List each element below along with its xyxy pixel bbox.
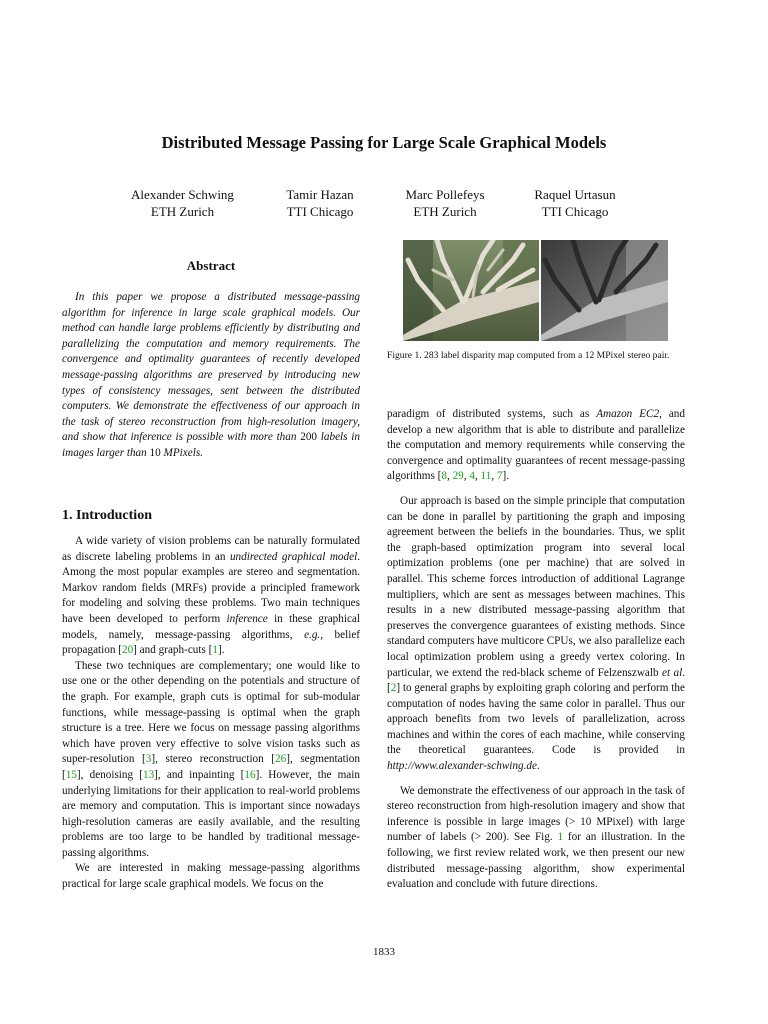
citation-link[interactable]: 3 bbox=[145, 753, 152, 766]
author-3 bbox=[390, 186, 500, 220]
disparity-map-image bbox=[541, 240, 668, 341]
intro-column bbox=[62, 534, 360, 893]
author-affiliation: TTI Chicago bbox=[541, 204, 609, 219]
url-link[interactable]: http://www.alexander-schwing.de bbox=[387, 760, 537, 773]
author-1 bbox=[120, 186, 245, 220]
citation-link[interactable]: 20 bbox=[121, 644, 134, 657]
citation-link[interactable]: 11 bbox=[480, 470, 492, 483]
author-affiliation: ETH Zurich bbox=[150, 204, 215, 219]
author-4 bbox=[520, 186, 630, 220]
author-affiliation: TTI Chicago bbox=[286, 204, 354, 219]
figure-1 bbox=[403, 240, 668, 341]
author-name: Raquel Urtasun bbox=[534, 187, 616, 202]
paragraph: Our approach is based on the simple principle that computation can be done in parallel by partitioning the graph and imposing agreement between the beliefs in the boundaries. Thus, we split the graph-based optimization program into several local optimization problems (one per machine) that are solved in parallel. This scheme forces introduction of additional Lagrange multipliers, which are sent as messages between machines. This results in a new distributed message-passing algorithm that preserves the convergence guarantees of existing methods. Since standard computers have multicore CPUs, we also parallelize each local optimization problem using a greedy vertex coloring. In particular, we extend the red-black scheme of Felzenszwalb et al. [2] to general graphs by exploiting graph coloring and perform the computation of nodes having the same color in parallel. Thus our approach benefits from two levels of parallelization, across machines and within the cores of each machine, while conserving the theoretical guarantees. Code is provided in http://www.alexander-schwing.de. bbox=[387, 494, 685, 773]
citation-link[interactable]: 2 bbox=[390, 682, 397, 695]
citation-link[interactable]: 7 bbox=[496, 470, 503, 483]
citation-link[interactable]: 8 bbox=[441, 470, 447, 483]
paper-title: Distributed Message Passing for Large Scale Graphical Models bbox=[161, 133, 607, 152]
page-number: 1833 bbox=[373, 946, 395, 958]
author-name: Alexander Schwing bbox=[131, 187, 234, 202]
citation-link[interactable]: 13 bbox=[142, 768, 155, 781]
paragraph: paradigm of distributed systems, such as Amazon EC2, and develop a new algorithm that is able to distribute and parallelize the computation and memory requirements while conserving the convergence and optimality guarantees of recent message-passing algorithms [8, 29, 4, 11, 7]. bbox=[387, 408, 685, 483]
citation-link[interactable]: 15 bbox=[65, 768, 77, 781]
abstract-heading: Abstract bbox=[186, 258, 236, 273]
paragraph: We demonstrate the effectiveness of our approach in the task of stereo reconstruction from high-resolution imagery and show that inference is possible in large images (> 10 MPixel) with large number of labels (> 200). See Fig. 1 for an illustration. In the following, we first review related work, we then present our new distributed message-passing algorithm, show experimental evaluation and conclude with future directions. bbox=[387, 784, 685, 891]
paragraph: We are interested in making message-passing algorithms practical for large scale graphical models. We focus on the bbox=[62, 862, 360, 891]
stereo-photo-image bbox=[403, 240, 539, 341]
paragraph: These two techniques are complementary; one would like to use one or the other depending on the potentials and structure of the graph. For example, graph cuts is optimal for sub-modular functions, while message-passing is optimal when the graph structure is a tree. Here we focus on message passing algorithms which have proven very effective to solve vision tasks such as super-resolution [3], stereo reconstruction [26], segmentation [15], denoising [13], and inpainting [16]. However, the main underlying limitations for their application to real-world problems are memory and computation. This is important since nowadays high-resolution cameras are easily available, and the resulting problems are too large to be handled by traditional message-passing algorithms. bbox=[62, 659, 360, 859]
author-name: Tamir Hazan bbox=[286, 187, 354, 202]
figure-caption: Figure 1. 283 label disparity map computed from a 12 MPixel stereo pair. bbox=[387, 350, 670, 361]
abstract-text: In this paper we propose a distributed message-passing algorithm for inference in large scale graphical models. Our method can handle large problems efficiently by distributing and parallelizing the computation and memory requirements. The convergence and optimality guarantees of recently developed message-passing algorithms are preserved by introducing new types of consistency messages, sent between the distributed computers. We demonstrate the effectiveness of our approach in the task of stereo reconstruction from high-resolution imagery, and show that inference is possible with more than 200 labels in images larger than 10 MPixels. bbox=[62, 291, 360, 459]
citation-link[interactable]: 29 bbox=[452, 470, 464, 483]
right-column bbox=[387, 407, 685, 893]
author-affiliation: ETH Zurich bbox=[413, 204, 477, 219]
figure-reference-link[interactable]: 1 bbox=[557, 831, 564, 844]
author-name: Marc Pollefeys bbox=[405, 187, 485, 202]
section-heading: 1. Introduction bbox=[62, 508, 152, 523]
paragraph: A wide variety of vision problems can be naturally formulated as discrete labeling problems in an undirected graphical model. Among the most popular examples are stereo and segmentation. Markov random fields (MRFs) provide a principled framework for modeling and solving these problems. Two main techniques have been developed to perform inference in these graphical models, namely, message-passing algorithms, e.g., belief propagation [20] and graph-cuts [1]. bbox=[62, 535, 361, 657]
citation-link[interactable]: 4 bbox=[469, 470, 475, 483]
author-2 bbox=[270, 186, 370, 220]
citation-link[interactable]: 16 bbox=[244, 768, 256, 781]
citation-link[interactable]: 1 bbox=[212, 644, 218, 657]
citation-link[interactable]: 26 bbox=[275, 753, 287, 766]
